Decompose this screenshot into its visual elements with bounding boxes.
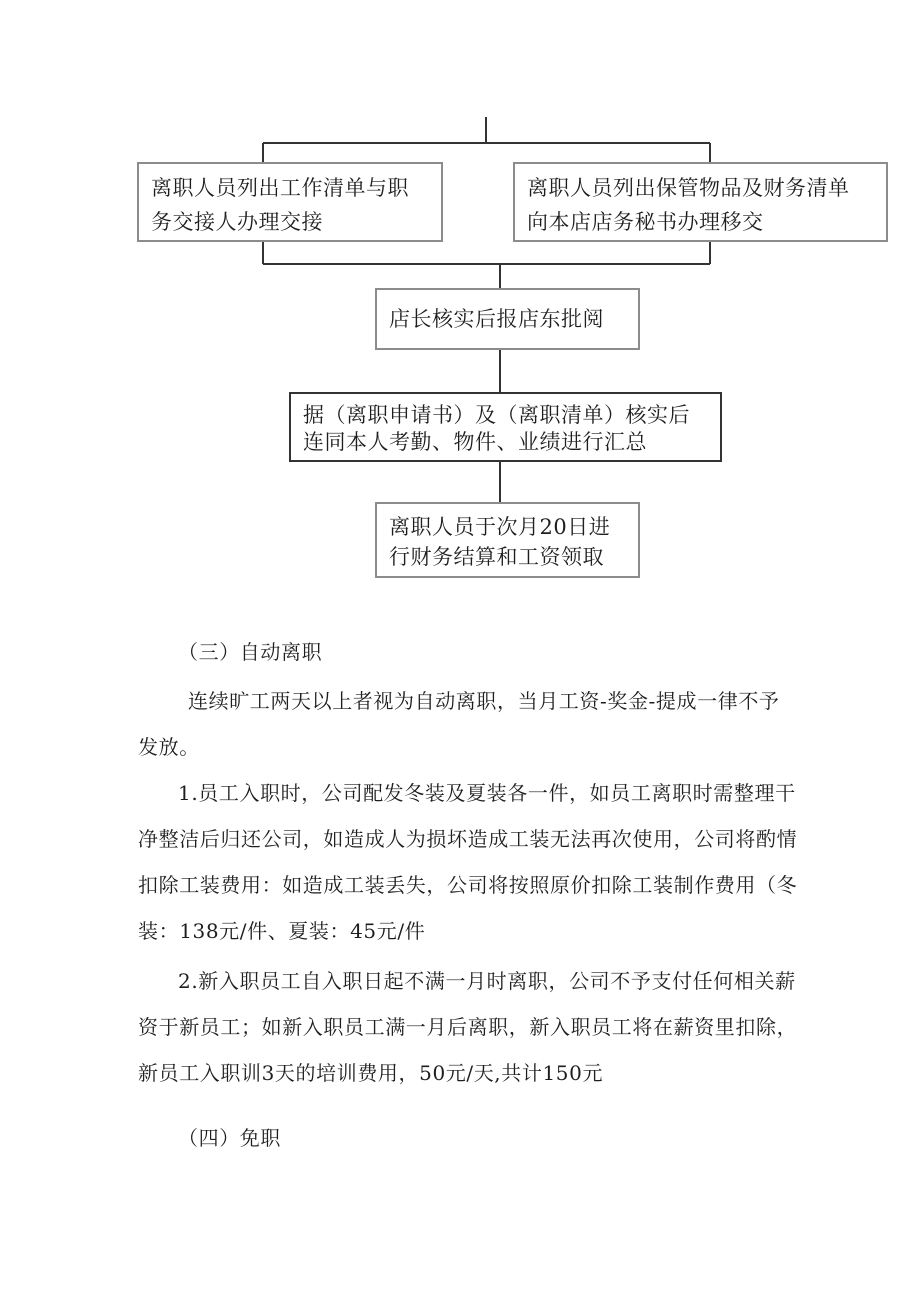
paragraph-line: 装：138元/件、夏装：45元/件 (138, 919, 426, 943)
section-heading-auto-resignation: （三）自动离职 (178, 640, 323, 664)
paragraph-line: 连续旷工两天以上者视为自动离职，当月工资-奖金-提成一律不予 (188, 689, 780, 713)
paragraph-line: 发放。 (138, 735, 200, 759)
paragraph-auto-resignation (138, 678, 780, 770)
flow-box-settlement (375, 502, 640, 578)
section-heading-dismissal: （四）免职 (178, 1126, 281, 1150)
flow-box-property-handover (513, 162, 888, 242)
paragraph-line: 净整洁后归还公司，如造成人为损坏造成工装无法再次使用，公司将酌情 (138, 827, 798, 851)
paragraph-line: 资于新员工；如新入职员工满一月后离职，新入职员工将在薪资里扣除， (138, 1015, 798, 1039)
paragraph-line: 新员工入职训3天的培训费用，50元/天,共计150元 (138, 1061, 604, 1085)
flow-box-text: 离职人员列出工作清单与职 (151, 176, 409, 200)
flow-box-work-handover (137, 162, 443, 242)
flow-box-text: 向本店店务秘书办理移交 (527, 210, 764, 234)
paragraph-line: 2.新入职员工自入职日起不满一月时离职，公司不予支付任何相关薪 (178, 969, 796, 993)
flow-box-text: 据（离职申请书）及（离职清单）核实后 (303, 403, 690, 427)
flow-box-text: 离职人员列出保管物品及财务清单 (527, 176, 850, 200)
flow-box-manager-review (375, 288, 640, 350)
flow-box-summary (289, 392, 722, 462)
flow-box-text: 离职人员于次月20日进 (389, 515, 611, 539)
paragraph-line: 1.员工入职时，公司配发冬装及夏装各一件，如员工离职时需整理干 (178, 781, 796, 805)
flow-box-text: 店长核实后报店东批阅 (389, 307, 604, 331)
flow-box-text: 行财务结算和工资领取 (389, 545, 604, 569)
flow-box-text: 连同本人考勤、物件、业绩进行汇总 (303, 430, 647, 454)
flow-box-text: 务交接人办理交接 (151, 210, 323, 234)
paragraph-item-1 (138, 770, 797, 954)
paragraph-line: 扣除工装费用：如造成工装丢失，公司将按照原价扣除工装制作费用（冬 (138, 873, 798, 897)
paragraph-item-2 (138, 958, 797, 1096)
